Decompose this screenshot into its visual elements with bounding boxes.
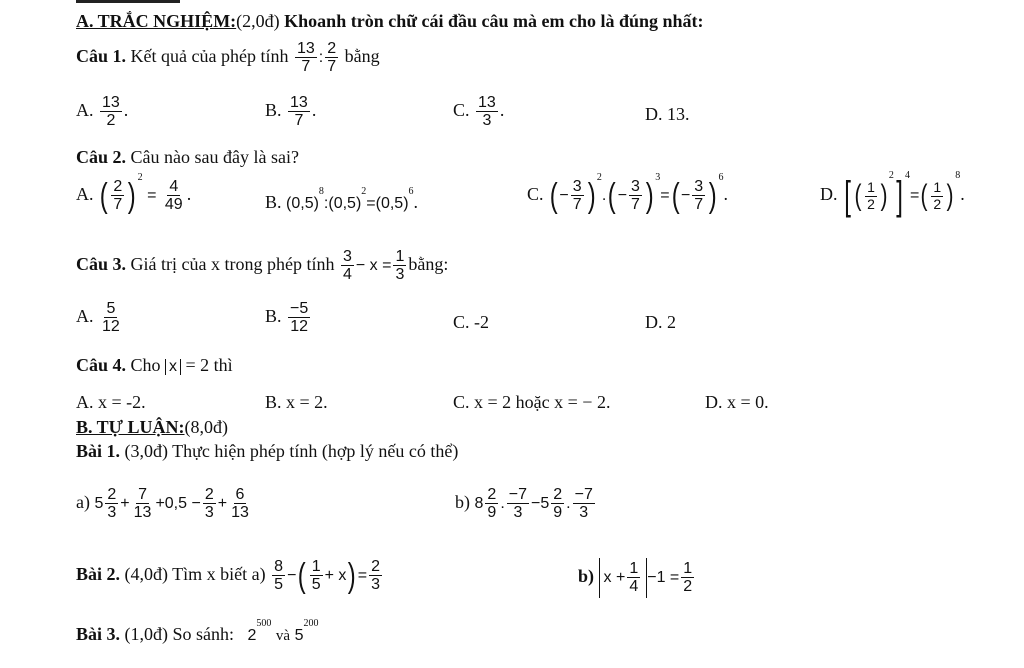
part-a-heading-line bbox=[76, 12, 704, 30]
q4-eq: = 2 thì bbox=[185, 355, 233, 375]
q3-suffix: bằng: bbox=[408, 253, 449, 274]
q4-option-d[interactable]: D. x = 0. bbox=[705, 392, 769, 412]
part-b-points: (8,0đ) bbox=[184, 417, 229, 437]
q4-option-a[interactable]: A. x = -2. bbox=[76, 392, 146, 412]
q2-label: Câu 2. bbox=[76, 147, 127, 167]
q3-fraction-b: $\frac{1}{3}$ bbox=[395, 248, 405, 284]
q3-mid: − x = bbox=[355, 256, 392, 274]
exercise-3: Bài 3. (1,0đ) So sánh: $2^{500}$ và $5^{200}$ bbox=[76, 618, 319, 644]
q1-fraction-b: $\frac{2}{7}$ bbox=[327, 40, 337, 76]
question-3 bbox=[76, 248, 448, 284]
exercise-1 bbox=[76, 442, 458, 460]
part-b-heading: B. TỰ LUẬN: bbox=[76, 417, 185, 437]
q1-fraction-a: $\frac{13}{7}$ bbox=[296, 40, 315, 76]
bai1-text: (3,0đ) Thực hiện phép tính (hợp lý nếu có thể) bbox=[124, 441, 459, 461]
q2-option-c[interactable]: C. ( − $\frac{3}{7}$ ) $^2$.( − $\frac{3}{7}$ ) $^3$=( − $\frac{3}{7}$ ) $^6$. bbox=[527, 172, 729, 215]
bai3-label: Bài 3. bbox=[76, 624, 121, 644]
q1-suffix: bằng bbox=[344, 45, 380, 66]
bai1-part-b: b) 8 $\frac{2}{9}$ . $\frac{-7}{3}$ −5 $\frac{2}{9}$ . $\frac{-7}{3}$ bbox=[455, 486, 593, 522]
q1-op: : bbox=[318, 48, 324, 66]
part-a-points: (2,0đ) bbox=[236, 11, 280, 31]
q1-option-c[interactable]: C. $\frac{13}{3}$ . bbox=[453, 94, 505, 130]
q3-option-a[interactable]: A. $\frac{5}{12}$ bbox=[76, 300, 120, 336]
exercise-2-a: Bài 2. (4,0đ) Tìm x biết a) $\frac{8}{5}$ −( $\frac{1}{5}$ + x) = $\frac{2}{3}$ bbox=[76, 556, 381, 595]
q2-option-a[interactable]: A. ( $\frac{2}{7}$ ) $^2$ = $\frac{4}{49}$ . bbox=[76, 172, 192, 215]
bai1-label: Bài 1. bbox=[76, 441, 121, 461]
q4-option-b[interactable]: B. x = 2. bbox=[265, 392, 328, 412]
q1-option-b[interactable]: B. $\frac{13}{7}$ . bbox=[265, 94, 317, 130]
bai2-label: Bài 2. bbox=[76, 563, 121, 584]
q4-abs-x: x bbox=[165, 359, 181, 375]
q1-text: Kết quả của phép tính bbox=[130, 45, 289, 66]
q3-fraction-a: $\frac{3}{4}$ bbox=[342, 248, 352, 284]
bai2-text: (4,0đ) Tìm x biết a) bbox=[124, 563, 266, 584]
q3-option-d[interactable]: D. 2 bbox=[645, 312, 676, 332]
part-a-heading: A. TRẮC NGHIỆM: bbox=[76, 11, 237, 31]
bai3-text: (1,0đ) So sánh: bbox=[124, 624, 235, 644]
exercise-2-b: b) x + $\frac{1}{4}$ −1 = $\frac{1}{2}$ bbox=[578, 558, 696, 598]
q1-label: Câu 1. bbox=[76, 45, 127, 66]
question-1 bbox=[76, 40, 380, 76]
cropped-text-fragment bbox=[76, 0, 180, 3]
q1-option-d[interactable]: D. 13. bbox=[645, 104, 690, 124]
q2-option-d[interactable]: D. [ ( $\frac{1}{2}$ )$^2$] $^4$=( $\frac{1}{2}$ )$^8$. bbox=[820, 170, 965, 218]
part-a-instruction: Khoanh tròn chữ cái đầu câu mà em cho là đúng nhất: bbox=[284, 11, 704, 31]
q3-label: Câu 3. bbox=[76, 253, 127, 274]
q4-text: Cho bbox=[130, 355, 161, 375]
bai1-part-a: a) 5 $\frac{2}{3}$ + $\frac{7}{13}$ +0,5 − $\frac{2}{3}$ + $\frac{6}{13}$ bbox=[76, 486, 249, 522]
q1-option-a[interactable]: A. $\frac{13}{2}$ . bbox=[76, 94, 129, 130]
q4-label: Câu 4. bbox=[76, 355, 127, 375]
q3-option-c[interactable]: C. -2 bbox=[453, 312, 489, 332]
q4-option-c[interactable]: C. x = 2 hoặc x = − 2. bbox=[453, 392, 611, 412]
part-b-heading-line bbox=[76, 418, 228, 436]
question-2 bbox=[76, 148, 299, 166]
question-4 bbox=[76, 356, 233, 375]
q2-option-b[interactable]: B. $(0,5)^8:(0,5)^2=(0,5)^6$. bbox=[265, 186, 419, 212]
q2-text: Câu nào sau đây là sai? bbox=[130, 147, 299, 167]
q3-text: Giá trị của x trong phép tính bbox=[130, 253, 335, 274]
q3-option-b[interactable]: B. $\frac{-5}{12}$ bbox=[265, 300, 309, 336]
